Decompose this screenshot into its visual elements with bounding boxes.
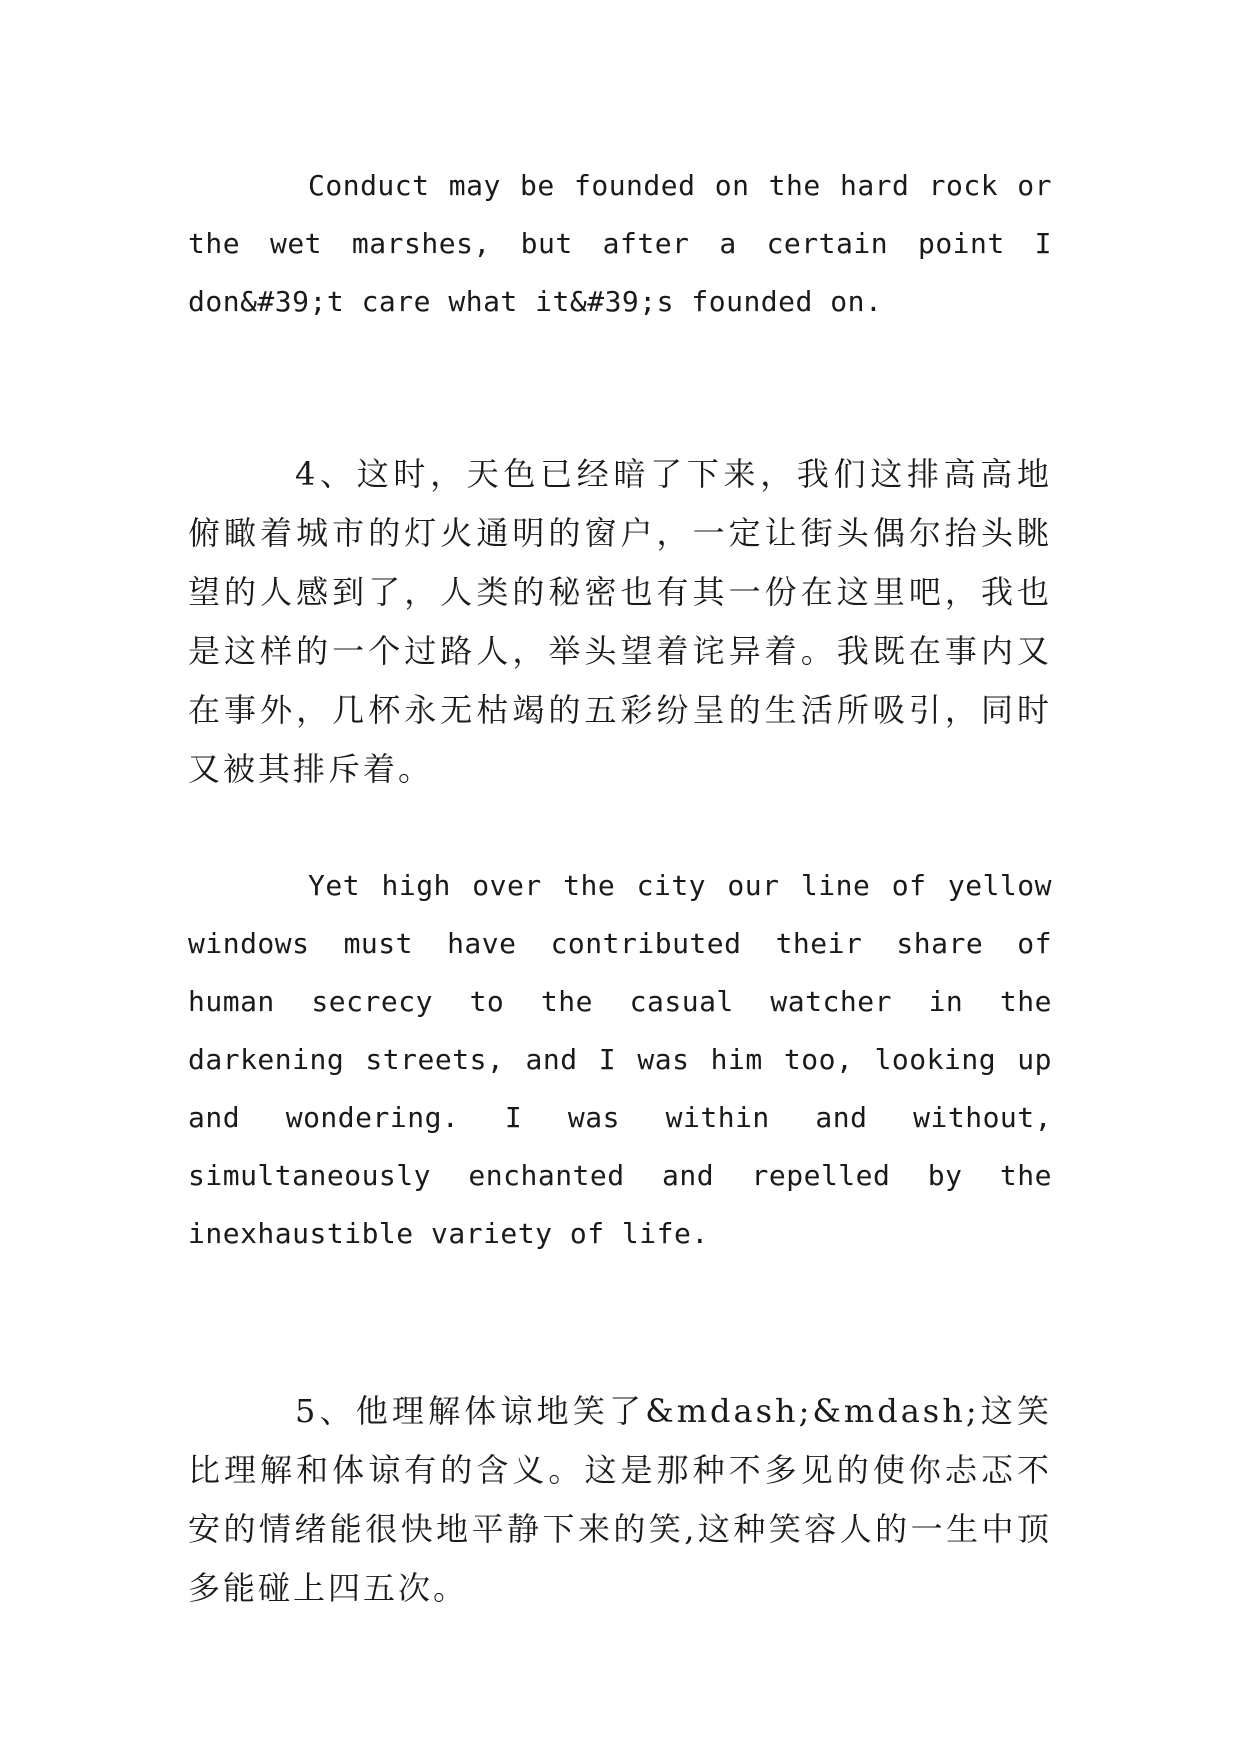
paragraph-chinese-4: 4、这时，天色已经暗了下来，我们这排高高地俯瞰着城市的灯火通明的窗户，一定让街头偶尔抬头眺望的人感到了，人类的秘密也有其一份在这里吧，我也是这样的一个过路人，举头望着诧异着。我既在事内又在事外，几杯永无枯竭的五彩纷呈的生活所吸引，同时又被其排斥着。 [188,455,1052,788]
paragraph-english-2: Yet high over the city our line of yellow windows must have contributed their share of human secrecy to the casual watcher in the darkening streets, and I was him too, looking up and wondering. I was within and without, simultaneously enchanted and repelled by the inexhaustible variety of life. [188,869,1052,1250]
paragraph-chinese-5: 5、他理解体谅地笑了&mdash;&mdash;这笑比理解和体谅有的含义。这是那种不多见的使你忐忑不安的情绪能很快地平静下来的笑,这种笑容人的一生中顶多能碰上四五次。 [188,1392,1052,1607]
paragraph-english-1: Conduct may be founded on the hard rock or the wet marshes, but after a certain point I don&#39;t care what it&#39;s founded on. [188,169,1052,318]
